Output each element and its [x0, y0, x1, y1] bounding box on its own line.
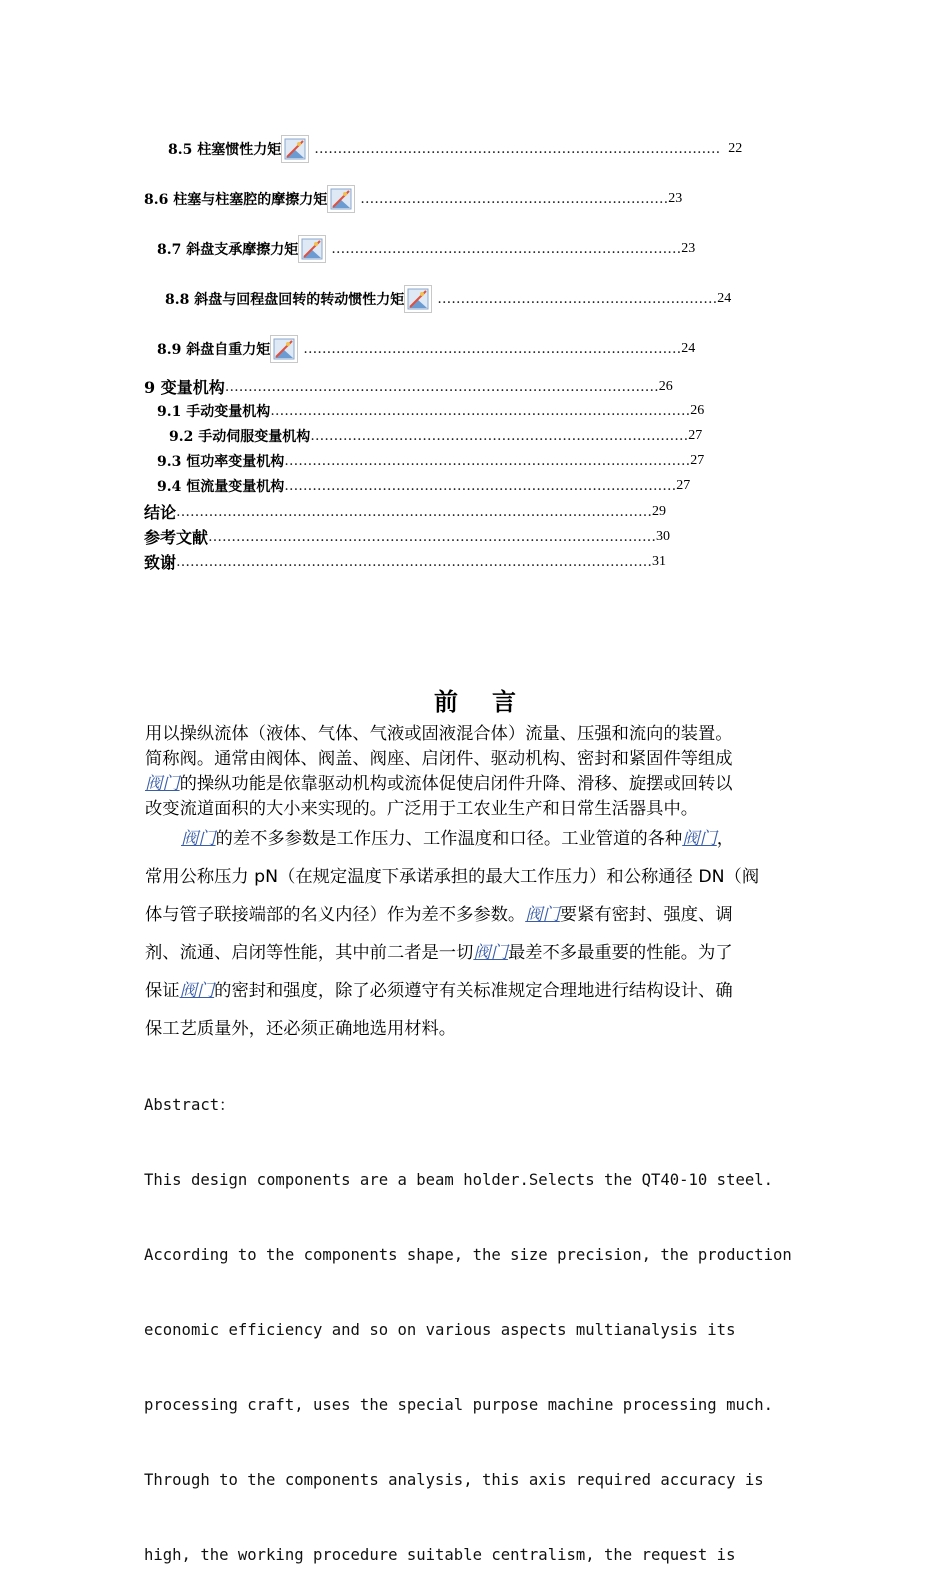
valve-link[interactable]: 阀门 [525, 905, 560, 925]
toc-label: 致谢 [144, 553, 177, 572]
toc-leader: ……………………………………………………………………………… [270, 403, 691, 419]
toc-leader: ………………………………………………………… [360, 191, 669, 207]
preface-paragraph-1 [145, 722, 810, 822]
toc-entry[interactable] [165, 285, 731, 313]
text-line [145, 934, 810, 972]
toc-entry[interactable] [144, 525, 670, 548]
text-span: 剂、流通、启闭等性能，其中前二者是一切 [145, 943, 474, 963]
abstract-line: Through to the components analysis, this axis required accuracy is [144, 1471, 764, 1489]
toc-entry[interactable] [157, 476, 690, 496]
text-line: 简称阀。通常由阀体、阀盖、阀座、启闭件、驱动机构、密封和紧固件等组成 [145, 749, 733, 769]
toc-page: 23 [681, 241, 696, 256]
toc-label: 9.2 手动伺服变量机构 [169, 429, 311, 445]
toc-leader: …………………………………………………………………………… [284, 453, 691, 469]
toc-leader: …………………………………………………………………………………… [208, 528, 657, 545]
abstract-line: This design components are a beam holder.Selects the QT40-10 steel. [144, 1171, 774, 1189]
broken-image-icon [404, 285, 432, 313]
toc-page: 29 [652, 503, 667, 519]
toc-label: 8.7 斜盘支承摩擦力矩 [157, 242, 299, 258]
toc-page: 27 [688, 428, 703, 443]
toc-entry[interactable] [169, 426, 702, 446]
toc-entry[interactable] [144, 185, 682, 213]
preface-paragraph-2 [145, 820, 810, 1048]
valve-link[interactable]: 阀门 [145, 774, 180, 794]
toc-entry[interactable] [157, 401, 704, 421]
toc-entry[interactable] [157, 235, 695, 263]
text-span: ， [716, 829, 735, 849]
text-span: 要紧有密封、强度、调 [559, 905, 733, 925]
broken-image-icon [281, 135, 309, 163]
broken-image-icon [298, 235, 326, 263]
text-span: 的密封和强度，除了必须遵守有关标准规定合理地进行结构设计、确 [214, 981, 733, 1001]
toc-label: 9 变量机构 [144, 378, 225, 397]
toc-leader: ………………………………………………………………………… [284, 478, 677, 494]
toc-label: 8.5 柱塞惯性力矩 [168, 142, 282, 158]
text-span: 体与管子联接端部的名义内径）作为差不多参数。 [145, 905, 526, 925]
toc-entry[interactable] [168, 135, 742, 163]
toc-leader: ………………………………………………………………………………………… [176, 553, 653, 570]
text-line [145, 896, 810, 934]
toc-page: 23 [668, 191, 683, 206]
toc-label: 9.1 手动变量机构 [157, 404, 271, 420]
text-line [145, 972, 810, 1010]
toc-leader: ……………………………………………………………………… [310, 428, 689, 444]
toc-page: 27 [676, 478, 691, 493]
toc-leader: ……………………………………………………………………… [303, 341, 682, 357]
toc-leader: ………………………………………………………………… [331, 241, 682, 257]
broken-image-icon [270, 335, 298, 363]
toc-label: 参考文献 [144, 528, 209, 547]
text-span: 最差不多最重要的性能。为了 [507, 943, 733, 963]
abstract-line: According to the components shape, the size precision, the production [144, 1246, 792, 1264]
text-span: 的差不多参数是工作压力、工作温度和口径。工业管道的各种 [215, 829, 683, 849]
toc-leader: ………………………………………………………………………………… [224, 378, 659, 395]
toc-page: 26 [690, 403, 705, 418]
toc-page: 24 [681, 341, 696, 356]
abstract-line: high, the working procedure suitable centralism, the request is [144, 1546, 736, 1564]
toc-entry[interactable] [144, 550, 666, 573]
toc-page: 31 [652, 553, 667, 569]
toc-page: 30 [656, 528, 671, 544]
valve-link[interactable]: 阀门 [473, 943, 508, 963]
text-line [145, 772, 810, 797]
toc-label: 9.3 恒功率变量机构 [157, 454, 285, 470]
valve-link[interactable]: 阀门 [179, 981, 215, 1001]
toc-page: 26 [658, 378, 673, 394]
abstract-line: economic efficiency and so on various aspects multianalysis its [144, 1321, 736, 1339]
text-line: 常用公称压力 pN（在规定温度下承诺承担的最大工作压力）和公称通径 DN（阀 [145, 867, 760, 887]
toc-leader: …………………………………………………… [437, 291, 718, 307]
toc-label: 8.9 斜盘自重力矩 [157, 342, 271, 358]
valve-link[interactable]: 阀门 [181, 829, 216, 849]
text-line: 用以操纵流体（液体、气体、气液或固液混合体）流量、压强和流向的装置。 [145, 724, 733, 744]
preface-title: 前言 [434, 688, 550, 716]
toc-entry[interactable] [157, 335, 695, 363]
toc-leader: …………………………………………………………………………… [314, 141, 721, 157]
toc-page: 24 [717, 291, 732, 306]
toc-entry[interactable] [144, 500, 666, 523]
text-line: 改变流道面积的大小来实现的。广泛用于工农业生产和日常生活器具中。 [145, 799, 699, 819]
text-span: 保证 [145, 981, 180, 1001]
toc-label: 8.6 柱塞与柱塞腔的摩擦力矩 [144, 192, 328, 208]
text-line: 保工艺质量外，还必须正确地选用材料。 [145, 1019, 457, 1039]
text-line [145, 820, 810, 858]
toc-label: 结论 [144, 503, 177, 522]
abstract-heading: Abstract： [144, 1096, 235, 1114]
valve-link[interactable]: 阀门 [682, 829, 717, 849]
broken-image-icon [327, 185, 355, 213]
toc-label: 8.8 斜盘与回程盘回转的转动惯性力矩 [165, 292, 405, 308]
abstract-line: processing craft, uses the special purpose machine processing much. [144, 1396, 774, 1414]
toc-page: 22 [728, 141, 743, 156]
abstract-section [144, 1043, 824, 1593]
toc-label: 9.4 恒流量变量机构 [157, 479, 285, 495]
toc-page: 27 [690, 453, 705, 468]
text-span: 的操纵功能是依靠驱动机构或流体促使启闭件升降、滑移、旋摆或回转以 [179, 774, 733, 794]
toc-entry[interactable] [144, 375, 673, 398]
toc-leader: ………………………………………………………………………………………… [176, 503, 653, 520]
toc-entry[interactable] [157, 451, 704, 471]
